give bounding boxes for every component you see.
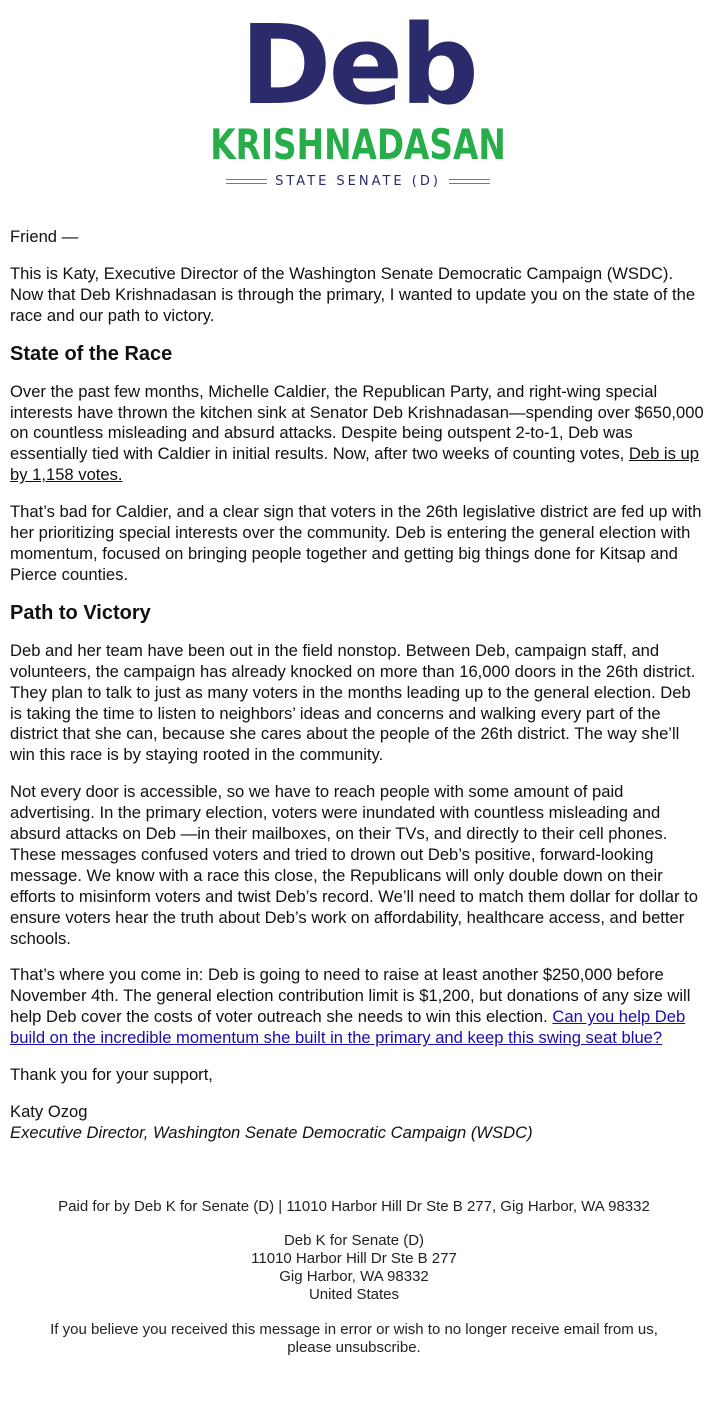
logo-last-name: KRISHNADASAN xyxy=(210,120,506,169)
logo-left-lines xyxy=(226,179,267,184)
state-of-race-text: Over the past few months, Michelle Caldier, the Republican Party, and right-wing special interests have thrown the kitchen sink at Senator Deb Krishnadasan—spending over $650,000 on countless misleading and absurd attacks. Despite being outspent 2-to-1, Deb was essentially tied with Caldier in initial results. Now, after two weeks of counting votes, xyxy=(10,381,704,464)
address-line: United States xyxy=(308,1285,400,1303)
address-line: 11010 Harbor Hill Dr Ste B 277 xyxy=(251,1249,457,1267)
signature xyxy=(10,1102,706,1144)
address-line: Deb K for Senate (D) xyxy=(283,1231,425,1249)
greeting: Friend — xyxy=(10,227,79,246)
logo-subtitle: STATE SENATE (D) xyxy=(275,173,441,189)
vote-lead-link[interactable]: Deb is up by 1,158 votes. xyxy=(10,444,699,485)
intro-paragraph: This is Katy, Executive Director of the Washington Senate Democratic Campaign (WSDC). Now that Deb Krishnadasan is through the primary, I wanted to update you on the state of the race and our path to victory. xyxy=(10,263,696,325)
address-line: Gig Harbor, WA 98332 xyxy=(279,1267,429,1285)
email-footer xyxy=(0,1144,708,1357)
path-to-victory-paragraph-1: Deb and her team have been out in the field nonstop. Between Deb, campaign staff, and volunteers, the campaign has already knocked on more than 16,000 doors in the 26th district. They plan to talk to just as many voters in the months leading up to the general election. Deb is taking the time to listen to neighbors’ ideas and concerns and walking every part of the district that she can, because she cares about the people of the 26th district. The way she’ll win this race is by staying rooted in the community. xyxy=(10,640,696,765)
signer-title: Executive Director, Washington Senate Democratic Campaign (WSDC) xyxy=(10,1122,533,1142)
signer-name: Katy Ozog xyxy=(10,1102,88,1121)
state-of-race-paragraph-1 xyxy=(10,382,706,487)
logo-first-name: Deb xyxy=(240,1,476,129)
mailing-address xyxy=(0,1232,708,1304)
logo-right-lines xyxy=(449,179,490,184)
campaign-logo xyxy=(0,0,708,200)
unsubscribe-notice[interactable]: If you believe you received this message in error or wish to no longer receive email from us, please unsubscribe. xyxy=(50,1320,658,1356)
closing-line: Thank you for your support, xyxy=(10,1065,213,1085)
paid-for-disclaimer: Paid for by Deb K for Senate (D) | 11010 Harbor Hill Dr Ste B 277, Gig Harbor, WA 98332 xyxy=(58,1197,650,1215)
logo-subtitle-row xyxy=(226,171,490,191)
path-to-victory-paragraph-3 xyxy=(10,965,706,1049)
path-to-victory-heading: Path to Victory xyxy=(10,601,151,624)
state-of-race-paragraph-2: That’s bad for Caldier, and a clear sign that voters in the 26th legislative district are fed up with her prioritizing special interests over the community. Deb is entering the general election with momentum, focused on bringing people together and getting big things done for Kitsap and Pierce counties. xyxy=(10,502,702,584)
path-to-victory-paragraph-2: Not every door is accessible, so we have to reach people with some amount of paid advertising. In the primary election, voters were inundated with countless misleading and absurd attacks on Deb —in their mailboxes, on their TVs, and directly to their cell phones. These messages confused voters and tried to drown out Deb’s positive, forward-looking message. We know with a race this close, the Republicans will only double down on their efforts to misinform voters and twist Deb’s record. We’ll need to match them dollar for dollar to ensure voters hear the truth about Deb’s work on affordability, healthcare access, and better schools. xyxy=(10,782,699,948)
fundraising-text: That’s where you come in: Deb is going to need to raise at least another $250,000 before November 4th. The general election contribution limit is $1,200, but donations of any size will help Deb cover the costs of voter outreach she needs to win this election. xyxy=(10,965,691,1027)
email-body xyxy=(0,200,708,1144)
state-of-race-heading: State of the Race xyxy=(10,342,173,365)
donate-link[interactable]: Can you help Deb build on the incredible momentum she built in the primary and keep this swing seat blue? xyxy=(10,1007,686,1048)
